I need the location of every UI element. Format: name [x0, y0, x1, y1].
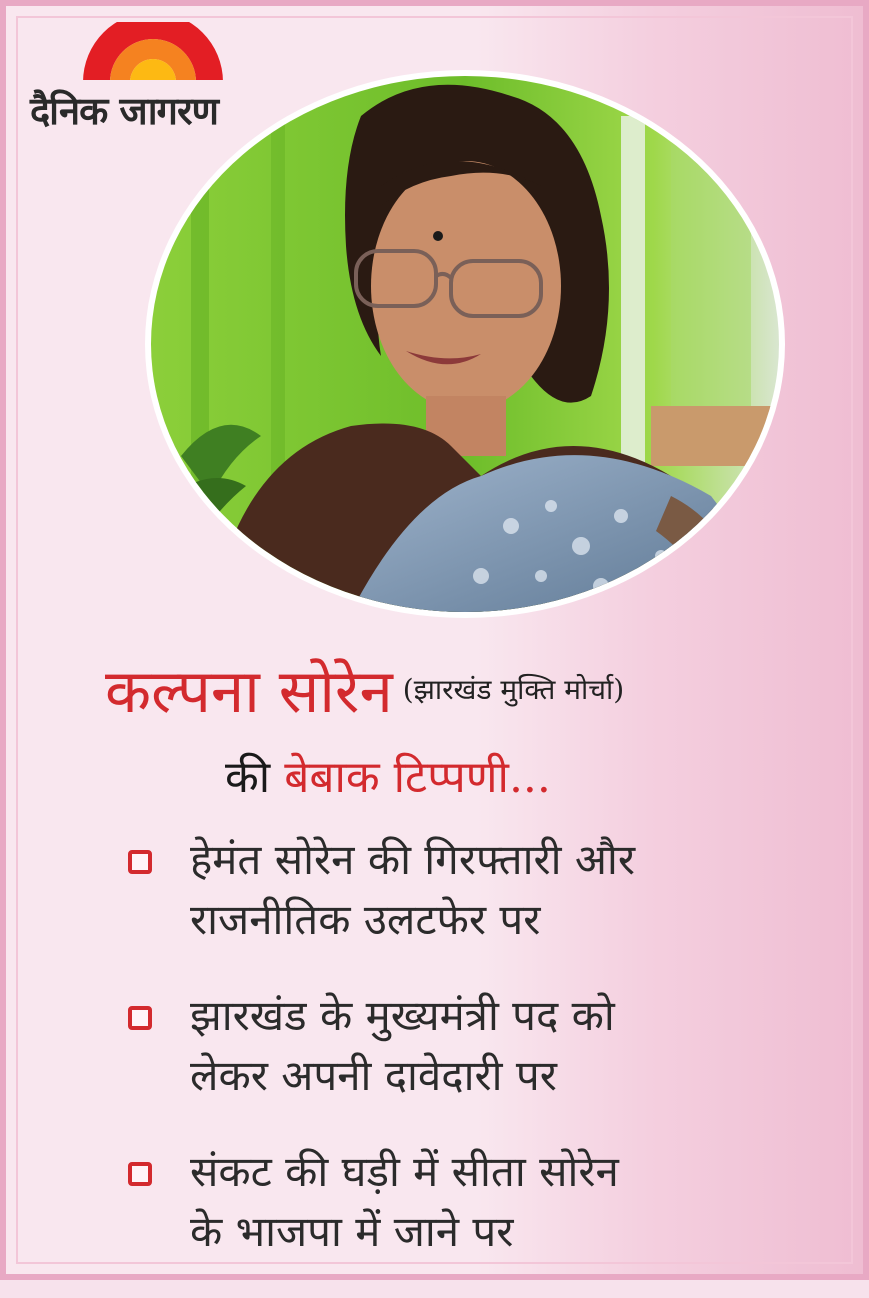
rising-sun-logo-icon: [78, 22, 228, 84]
portrait-frame: [145, 70, 785, 618]
party-name: (झारखंड मुक्ति मोर्चा): [402, 673, 625, 706]
person-name: कल्पना सोरेन: [105, 657, 393, 727]
point-line: संकट की घड़ी में सीता सोरेन: [190, 1147, 619, 1196]
points-list: [128, 830, 828, 1298]
portrait-photo: [151, 76, 779, 612]
list-item: [128, 1142, 828, 1262]
comment-prefix: की: [225, 752, 271, 803]
point-line: हेमंत सोरेन की गिरफ्तारी और: [190, 835, 636, 884]
list-item: [128, 830, 828, 950]
logo-text: दैनिक जागरण: [30, 89, 218, 133]
checkbox-bullet-icon: [128, 1162, 152, 1186]
comment-highlight: बेबाक टिप्पणी...: [284, 752, 551, 803]
name-line: [105, 648, 624, 730]
list-item: [128, 986, 828, 1106]
point-line: के भाजपा में जाने पर: [190, 1207, 514, 1256]
point-line: झारखंड के मुख्यमंत्री पद को: [190, 991, 615, 1040]
point-line: लेकर अपनी दावेदारी पर: [190, 1051, 557, 1100]
checkbox-bullet-icon: [128, 1006, 152, 1030]
checkbox-bullet-icon: [128, 850, 152, 874]
comment-heading: [225, 745, 551, 805]
dainik-jagran-logo: [30, 22, 250, 132]
point-line: राजनीतिक उलटफेर पर: [190, 895, 541, 944]
